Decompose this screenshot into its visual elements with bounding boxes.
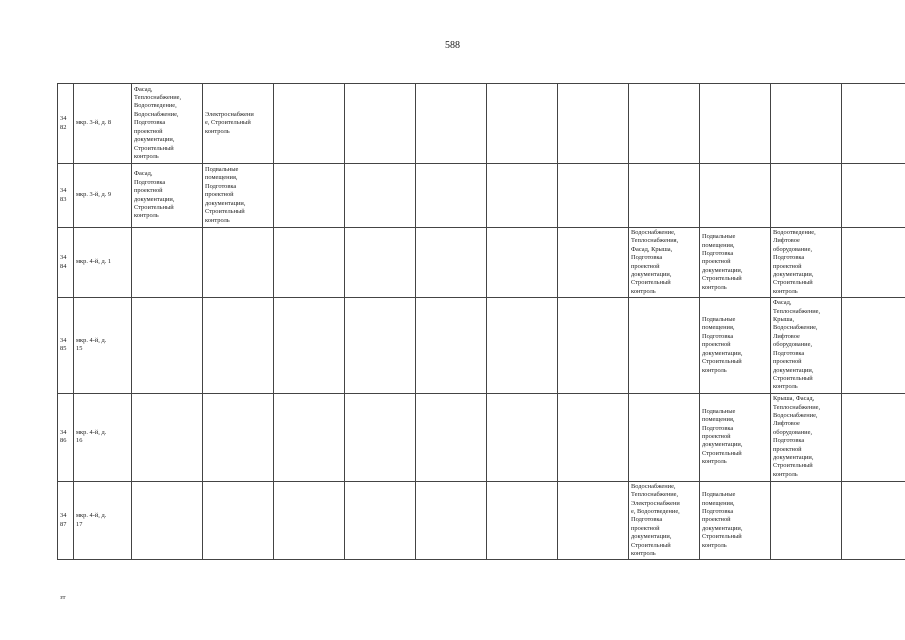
work-type-cell: Водоснабжение, Теплоснабжения, Фасад, Крыша, Подготовка проектной документации, Строительный контроль xyxy=(629,228,700,298)
work-type-cell: Электроснабжени е, Строительный контроль xyxy=(203,84,274,164)
work-type-cell xyxy=(771,481,842,560)
work-type-cell xyxy=(487,393,558,481)
work-type-cell xyxy=(842,393,905,481)
table-row xyxy=(58,84,905,164)
repair-schedule-table xyxy=(57,83,905,560)
work-type-cell xyxy=(842,164,905,228)
work-type-cell xyxy=(487,481,558,560)
work-type-cell xyxy=(487,298,558,393)
row-number-cell: 34 86 xyxy=(58,393,74,481)
work-type-cell xyxy=(274,298,345,393)
work-type-cell xyxy=(700,84,771,164)
work-type-cell: Подвальные помещения, Подготовка проектной документации, Строительный контроль xyxy=(700,481,771,560)
work-type-cell xyxy=(132,481,203,560)
row-number-cell: 34 87 xyxy=(58,481,74,560)
work-type-cell: Водоснабжение, Теплоснабжение, Электроснабжени е, Водоотведение, Подготовка проектной документации, Строительный контроль xyxy=(629,481,700,560)
work-type-cell xyxy=(842,84,905,164)
row-number-cell: 34 83 xyxy=(58,164,74,228)
work-type-cell xyxy=(345,298,416,393)
work-type-cell xyxy=(771,164,842,228)
table-row xyxy=(58,481,905,560)
work-type-cell: Крыша, Фасад, Теплоснабжение, Водоснабжение, Лифтовое оборудование, Подготовка проектной документации, Строительный контроль xyxy=(771,393,842,481)
work-type-cell xyxy=(487,228,558,298)
work-type-cell xyxy=(345,164,416,228)
work-type-cell xyxy=(345,228,416,298)
work-type-cell xyxy=(771,84,842,164)
work-type-cell xyxy=(274,393,345,481)
work-type-cell: Фасад, Теплоснабжение, Водоотведение, Водоснабжение, Подготовка проектной документации, Строительный контроль xyxy=(132,84,203,164)
work-type-cell xyxy=(629,298,700,393)
work-type-cell xyxy=(416,393,487,481)
table-row xyxy=(58,164,905,228)
work-type-cell: Подвальные помещения, Подготовка проектной документации, Строительный контроль xyxy=(700,298,771,393)
work-type-cell xyxy=(274,84,345,164)
work-type-cell xyxy=(203,298,274,393)
work-type-cell xyxy=(132,228,203,298)
work-type-cell xyxy=(629,393,700,481)
work-type-cell xyxy=(416,481,487,560)
work-type-cell xyxy=(487,164,558,228)
work-type-cell xyxy=(558,393,629,481)
work-type-cell: Подвальные помещения, Подготовка проектной документации, Строительный контроль xyxy=(700,228,771,298)
work-type-cell xyxy=(558,84,629,164)
work-type-cell xyxy=(558,298,629,393)
address-cell: мкр. 4-й, д. 17 xyxy=(74,481,132,560)
row-number-cell: 34 85 xyxy=(58,298,74,393)
work-type-cell xyxy=(203,481,274,560)
work-type-cell xyxy=(203,228,274,298)
address-cell: мкр. 4-й, д. 1 xyxy=(74,228,132,298)
work-type-cell xyxy=(345,393,416,481)
work-type-cell xyxy=(842,298,905,393)
address-cell: мкр. 4-й, д. 15 xyxy=(74,298,132,393)
table-row xyxy=(58,228,905,298)
table-row xyxy=(58,393,905,481)
footer-mark: зт xyxy=(60,594,66,601)
work-type-cell: Подвальные помещения, Подготовка проектной документации, Строительный контроль xyxy=(700,393,771,481)
row-number-cell: 34 82 xyxy=(58,84,74,164)
work-type-cell: Фасад, Теплоснабжение, Крыша, Водоснабжение, Лифтовое оборудование, Подготовка проектной документации, Строительный контроль xyxy=(771,298,842,393)
work-type-cell xyxy=(416,164,487,228)
work-type-cell xyxy=(629,84,700,164)
table-row xyxy=(58,298,905,393)
work-type-cell xyxy=(345,84,416,164)
work-type-cell: Подвальные помещения, Подготовка проектной документации, Строительный контроль xyxy=(203,164,274,228)
work-type-cell xyxy=(132,298,203,393)
work-type-cell xyxy=(345,481,416,560)
work-type-cell xyxy=(700,164,771,228)
work-type-cell xyxy=(274,228,345,298)
work-type-cell xyxy=(558,164,629,228)
work-type-cell xyxy=(203,393,274,481)
work-type-cell xyxy=(416,228,487,298)
work-type-cell xyxy=(416,84,487,164)
work-type-cell xyxy=(487,84,558,164)
work-type-cell xyxy=(842,481,905,560)
row-number-cell: 34 84 xyxy=(58,228,74,298)
work-type-cell xyxy=(629,164,700,228)
work-type-cell: Фасад, Подготовка проектной документации, Строительный контроль xyxy=(132,164,203,228)
work-type-cell: Водоотведение, Лифтовое оборудование, Подготовка проектной документации, Строительный контроль xyxy=(771,228,842,298)
page-number: 588 xyxy=(445,40,460,51)
work-type-cell xyxy=(558,481,629,560)
work-type-cell xyxy=(558,228,629,298)
address-cell: мкр. 3-й, д. 9 xyxy=(74,164,132,228)
table-body xyxy=(58,84,905,560)
work-type-cell xyxy=(416,298,487,393)
work-type-cell xyxy=(842,228,905,298)
work-type-cell xyxy=(132,393,203,481)
work-type-cell xyxy=(274,481,345,560)
address-cell: мкр. 3-й, д. 8 xyxy=(74,84,132,164)
address-cell: мкр. 4-й, д. 16 xyxy=(74,393,132,481)
work-type-cell xyxy=(274,164,345,228)
